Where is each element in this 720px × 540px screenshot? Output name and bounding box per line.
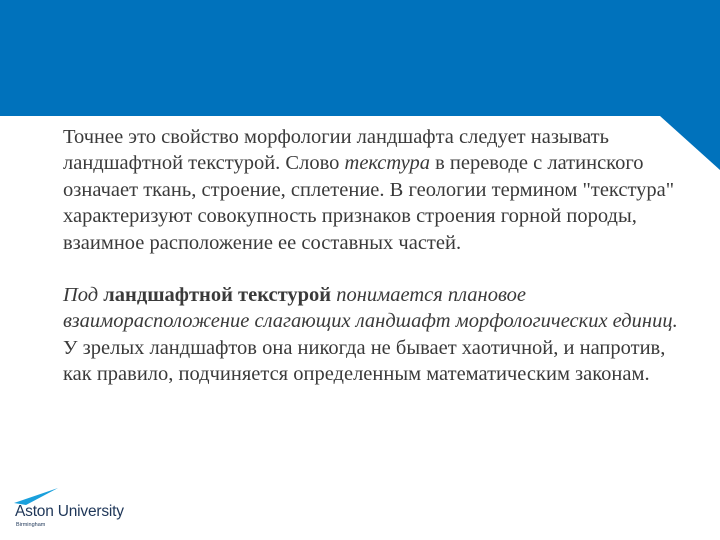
- paragraph2-italic-definition: понимается плановое взаиморасположение слагающих ландшафт морфологических единиц.: [63, 284, 678, 333]
- term-tekstura: текстура: [344, 152, 430, 175]
- paragraph2-text-end: У зрелых ландшафтов она никогда не бывает хаотичной, и напротив, как правило, подчиняется определенным математическим законам.: [63, 336, 666, 386]
- paragraph1-text-start: Точнее это свойство морфологии ландшафта следует называть ландшафтной текстурой. Слово: [63, 126, 609, 175]
- aston-university-logo: [14, 488, 134, 532]
- slide-body: [63, 124, 693, 388]
- logo-name: Aston University: [15, 503, 124, 520]
- paragraph-texture-definition: [63, 124, 693, 256]
- term-landscape-texture: ландшафтной текстурой: [103, 284, 332, 307]
- logo-city: Birmingham: [16, 522, 46, 528]
- paragraph2-italic-start: Под: [63, 284, 104, 307]
- paragraph-landscape-texture: [63, 282, 693, 388]
- paragraph1-text-end: в переводе с латинского означает ткань, строение, сплетение. В геологии термином "текстура" характеризуют совокупность признаков строения горной породы, взаимное расположение ее составных частей.: [63, 152, 675, 254]
